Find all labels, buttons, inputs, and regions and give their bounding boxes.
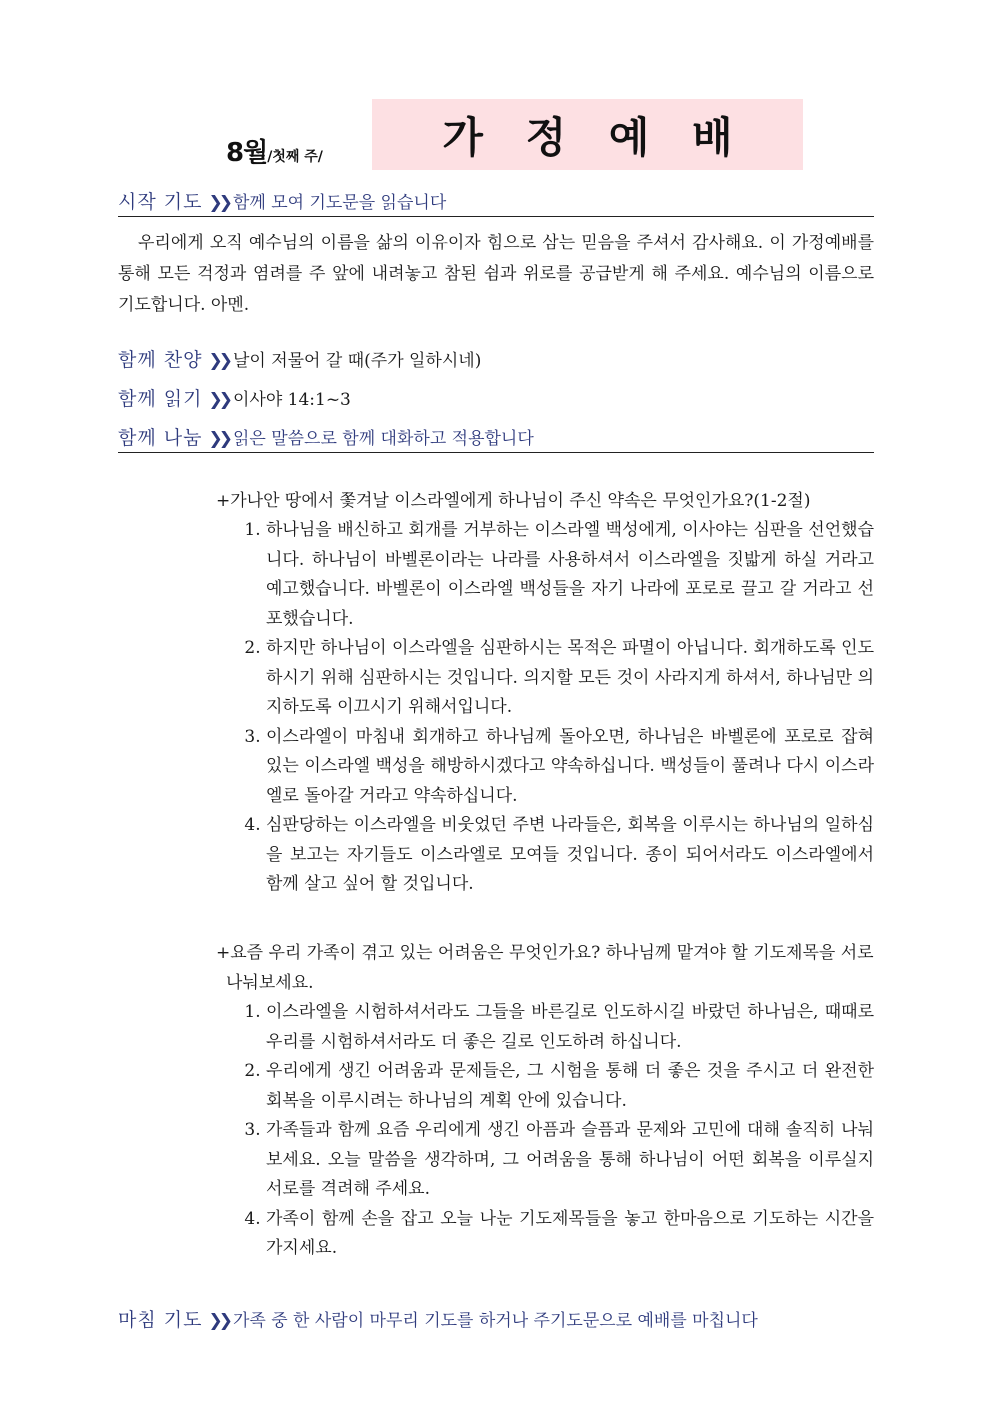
list-item: 4. 가족이 함께 손을 잡고 오늘 나눈 기도제목들을 놓고 한마음으로 기도하는 시간을 가지세요.: [266, 1205, 874, 1264]
list-item: 3. 이스라엘이 마침내 회개하고 하나님께 돌아오면, 하나님은 바벨론에 포로로 잡혀 있는 이스라엘 백성을 해방하시겠다고 약속하십니다. 백성들이 풀려나 다시 이스라엘로 돌아갈 거라고 약속하십니다.: [266, 723, 874, 812]
question-2: +요즘 우리 가족이 겪고 있는 어려움은 무엇인가요? 하나님께 맡겨야 할 기도제목을 서로 나눠보세요.: [216, 943, 874, 993]
double-chevron-icon: ❯❯: [208, 193, 229, 213]
list-item: 2. 우리에게 생긴 어려움과 문제들은, 그 시험을 통해 더 좋은 것을 주시고 더 완전한 회복을 이루시려는 하나님의 계획 안에 있습니다.: [266, 1057, 874, 1116]
section-sharing: [118, 423, 874, 453]
answer-list-2: [216, 998, 874, 1264]
list-item: 4. 심판당하는 이스라엘을 비웃었던 주변 나라들은, 회복을 이루시는 하나님의 일하심을 보고는 자기들도 이스라엘로 모여들 것입니다. 종이 되어서라도 이스라엘에서 함께 살고 싶어 할 것입니다.: [266, 811, 874, 900]
page-title: 가 정 예 배: [442, 112, 747, 162]
scripture-reference: 이사야 14:1~3: [232, 390, 351, 410]
section-label: 함께 읽기: [118, 388, 203, 410]
double-chevron-icon: ❯❯: [208, 1311, 229, 1331]
list-item: 1. 하나님을 배신하고 회개를 거부하는 이스라엘 백성에게, 이사야는 심판을 선언했습니다. 하나님이 바벨론이라는 나라를 사용하셔서 이스라엘을 짓밟게 하실 거라고 예고했습니다. 바벨론이 이스라엘 백성들을 자기 나라에 포로로 끌고 갈 거라고 선포했습니다.: [266, 516, 874, 634]
section-label: 마침 기도: [118, 1309, 203, 1331]
question-1: +가나안 땅에서 쫓겨날 이스라엘에게 하나님이 주신 약속은 무엇인가요?(1-2절): [216, 491, 811, 511]
list-item: 1. 이스라엘을 시험하셔서라도 그들을 바른길로 인도하시길 바랐던 하나님은, 때때로 우리를 시험하셔서라도 더 좋은 길로 인도하려 하십니다.: [266, 998, 874, 1057]
section-reading: [118, 384, 874, 411]
month-week-label: [226, 132, 323, 169]
section-label: 함께 찬양: [118, 349, 203, 371]
answer-list-1: [216, 516, 874, 900]
section-desc: 함께 모여 기도문을 읽습니다: [232, 193, 447, 213]
double-chevron-icon: ❯❯: [208, 351, 229, 371]
section-label: 시작 기도: [118, 191, 203, 213]
section-hymn: [118, 345, 874, 372]
section-desc: 가족 중 한 사람이 마무리 기도를 하거나 주기도문으로 예배를 마칩니다: [232, 1311, 758, 1331]
list-item: 2. 하지만 하나님이 이스라엘을 심판하시는 목적은 파멸이 아닙니다. 회개하도록 인도하시기 위해 심판하시는 것입니다. 의지할 모든 것이 사라지게 하셔서, 하나님만 의지하도록 이끄시기 위해서입니다.: [266, 634, 874, 723]
title-box: [372, 99, 803, 170]
opening-prayer-text: 우리에게 오직 예수님의 이름을 삶의 이유이자 힘으로 삼는 믿음을 주셔서 감사해요. 이 가정예배를 통해 모든 걱정과 염려를 주 앞에 내려놓고 참된 쉼과 위로를 공급받게 해 주세요. 예수님의 이름으로 기도합니다. 아멘.: [118, 233, 874, 315]
section-opening-prayer: [118, 187, 874, 217]
hymn-title: 날이 저물어 갈 때(주가 일하시네): [232, 351, 482, 371]
list-item: 3. 가족들과 함께 요즘 우리에게 생긴 아픔과 슬픔과 문제와 고민에 대해 솔직히 나눠보세요. 오늘 말씀을 생각하며, 그 어려움을 통해 하나님이 어떤 회복을 이루실지 서로를 격려해 주세요.: [266, 1116, 874, 1205]
section-label: 함께 나눔: [118, 427, 203, 449]
section-desc: 읽은 말씀으로 함께 대화하고 적용합니다: [232, 429, 534, 449]
section-closing-prayer: [118, 1305, 874, 1332]
month: 8월: [226, 138, 268, 168]
week: /첫째 주/: [267, 149, 323, 165]
double-chevron-icon: ❯❯: [208, 390, 229, 410]
question-block-1: [216, 486, 874, 900]
double-chevron-icon: ❯❯: [208, 429, 229, 449]
question-block-2: [216, 938, 874, 1264]
